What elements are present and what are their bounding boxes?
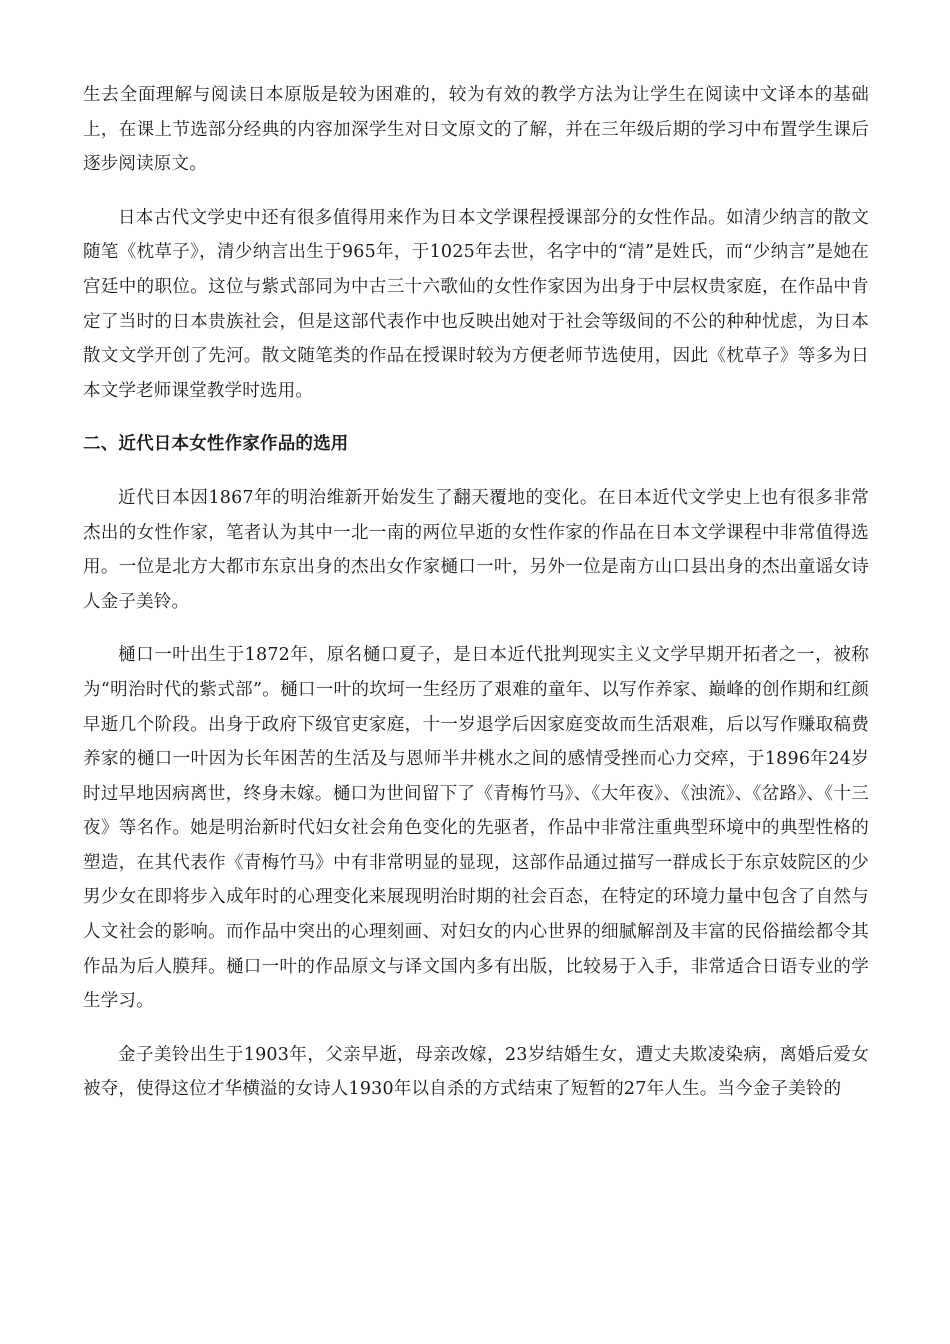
paragraph-continued: 生去全面理解与阅读日本原版是较为困难的，较为有效的教学方法为让学生在阅读中文译本的基础上，在课上节选部分经典的内容加深学生对日文原文的了解，并在三年级后期的学习中布置学生课后逐步阅读原文。 (83, 85, 869, 175)
paragraph-modern-era-intro: 近代日本因1867年的明治维新开始发生了翻天覆地的变化。在日本近代文学史上也有很多非常杰出的女性作家，笔者认为其中一北一南的两位早逝的女性作家的作品在日本文学课程中非常值得选用。一位是北方大都市东京出身的杰出女作家樋口一叶，另外一位是南方山口县出身的杰出童谣女诗人金子美铃。 (83, 487, 869, 612)
paragraph-kaneko-misuzu: 金子美铃出生于1903年，父亲早逝，母亲改嫁，23岁结婚生女，遭丈夫欺凌染病，离婚后爱女被夺，使得这位才华横溢的女诗人1930年以自杀的方式结束了短暂的27年人生。当今金子美铃的 (83, 1044, 869, 1100)
paragraph-higuchi-ichiyo: 樋口一叶出生于1872年，原名樋口夏子，是日本近代批判现实主义文学早期开拓者之一，被称为“明治时代的紫式部”。樋口一叶的坎坷一生经历了艰难的童年、以写作养家、巅峰的创作期和红颜早逝几个阶段。出身于政府下级官吏家庭，十一岁退学后因家庭变故而生活艰难，后以写作赚取稿费养家的樋口一叶因为长年困苦的生活及与恩师半井桃水之间的感情受挫而心力交瘁，于1896年24岁时过早地因病离世，终身未嫁。樋口为世间留下了《青梅竹马》、《大年夜》、《浊流》、《岔路》、《十三夜》等名作。她是明治新时代妇女社会角色变化的先驱者，作品中非常注重典型环境中的典型性格的塑造，在其代表作《青梅竹马》中有非常明显的显现，这部作品通过描写一群成长于东京妓院区的少男少女在即将步入成年时的心理变化来展现明治时期的社会百态，在特定的环境力量中包含了自然与人文社会的影响。而作品中突出的心理刻画、对妇女的内心世界的细腻解剖及丰富的民俗描绘都令其作品为后人膜拜。樋口一叶的作品原文与译文国内多有出版，比较易于入手，非常适合日语专业的学生学习。 (83, 645, 869, 1012)
document-page (83, 78, 869, 1126)
paragraph-classical-women-writers: 日本古代文学史中还有很多值得用来作为日本文学课程授课部分的女性作品。如清少纳言的散文随笔《枕草子》，清少纳言出生于965年，于1025年去世，名字中的“清”是姓氏，而“少纳言”是她在宫廷中的职位。这位与紫式部同为中古三十六歌仙的女性作家因为出身于中层权贵家庭，在作品中肯定了当时的日本贵族社会，但是这部代表作中也反映出她对于社会等级间的不公的种种忧虑，为日本散文文学开创了先河。散文随笔类的作品在授课时较为方便老师节选使用，因此《枕草子》等多为日本文学老师课堂教学时选用。 (83, 207, 869, 401)
section-heading: 二、近代日本女性作家作品的选用 (83, 434, 349, 455)
